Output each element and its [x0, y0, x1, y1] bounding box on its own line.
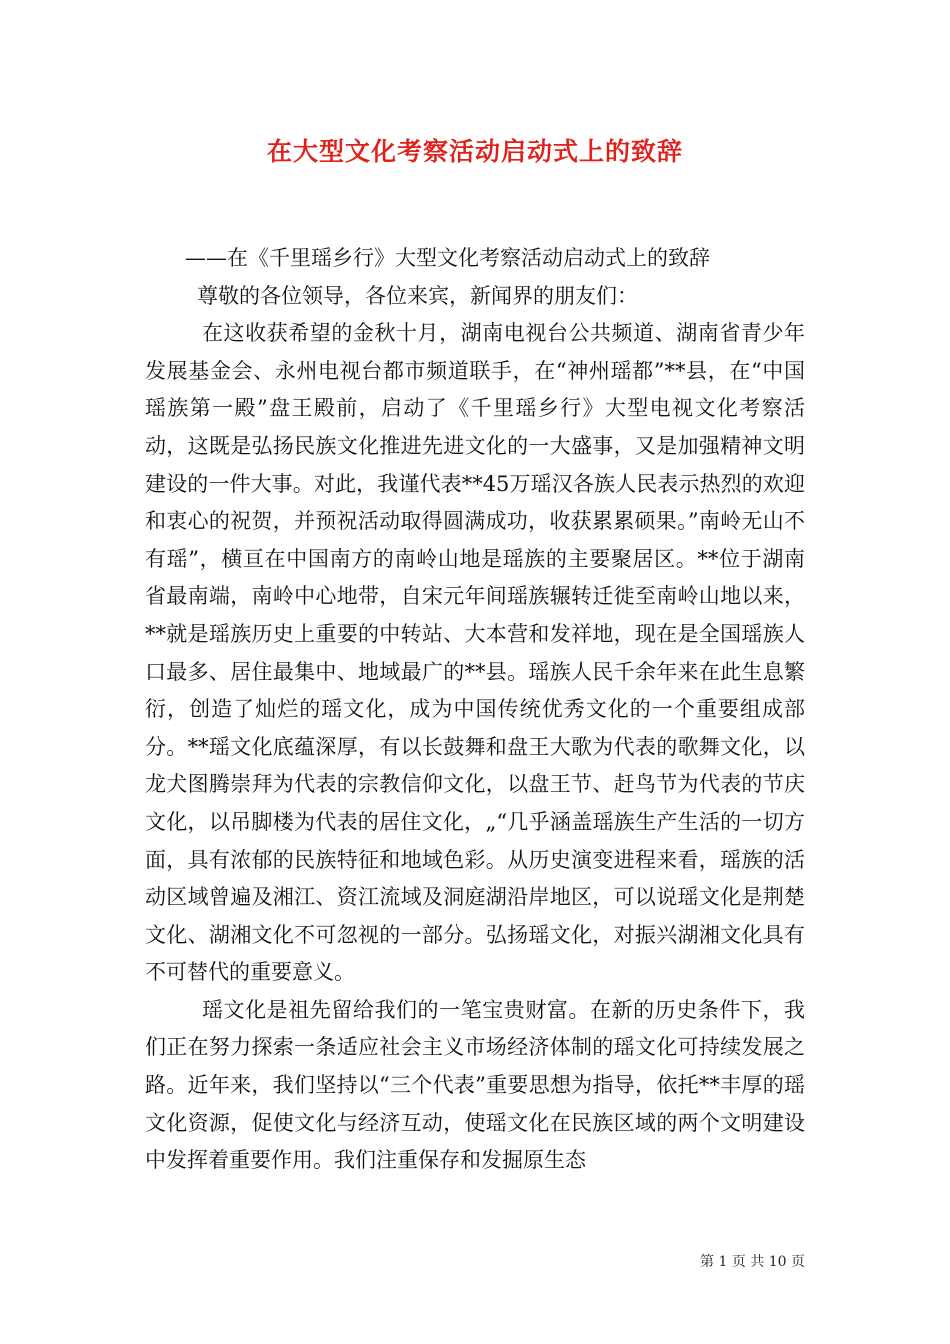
- paragraph-1: 在这收获希望的金秋十月，湖南电视台公共频道、湖南省青少年发展基金会、永州电视台都市频道联手，在“神州瑶都”**县，在“中国瑶族第一殿”盘王殿前，启动了《千里瑶乡行》大型电视文化考察活动，这既是弘扬民族文化推进先进文化的一大盛事，又是加强精神文明建设的一件大事。对此，我谨代表**45万瑶汉各族人民表示热烈的欢迎和衷心的祝贺，并预祝活动取得圆满成功，收获累累硕果。”南岭无山不有瑶”，横亘在中国南方的南岭山地是瑶族的主要聚居区。**位于湖南省最南端，南岭中心地带，自宋元年间瑶族辗转迁徙至南岭山地以来，**就是瑶族历史上重要的中转站、大本营和发祥地，现在是全国瑶族人口最多、居住最集中、地域最广的**县。瑶族人民千余年来在此生息繁衍，创造了灿烂的瑶文化，成为中国传统优秀文化的一个重要组成部分。**瑶文化底蕴深厚，有以长鼓舞和盘王大歌为代表的歌舞文化，以龙犬图腾崇拜为代表的宗教信仰文化，以盘王节、赶鸟节为代表的节庆文化，以吊脚楼为代表的居住文化，„“几乎涵盖瑶族生产生活的一切方面，具有浓郁的民族特征和地域色彩。从历史演变进程来看，瑶族的活动区域曾遍及湘江、资江流域及洞庭湖沿岸地区，可以说瑶文化是荆楚文化、湖湘文化不可忽视的一部分。弘扬瑶文化，对振兴湖湘文化具有不可替代的重要意义。: [145, 321, 805, 985]
- document-subtitle: ——在《千里瑶乡行》大型文化考察活动启动式上的致辞: [185, 246, 710, 270]
- document-body: [145, 240, 805, 1180]
- document-title: 在大型文化考察活动启动式上的致辞: [266, 137, 683, 166]
- paragraph-2: 瑶文化是祖先留给我们的一笔宝贵财富。在新的历史条件下，我们正在努力探索一条适应社会主义市场经济体制的瑶文化可持续发展之路。近年来，我们坚持以“三个代表”重要思想为指导，依托**丰厚的瑶文化资源，促使文化与经济互动，使瑶文化在民族区域的两个文明建设中发挥着重要作用。我们注重保存和发掘原生态: [145, 997, 805, 1173]
- greeting-line: 尊敬的各位领导，各位来宾，新闻界的朋友们：: [197, 283, 638, 308]
- page-number-footer: 第 1 页 共 10 页: [700, 1254, 805, 1270]
